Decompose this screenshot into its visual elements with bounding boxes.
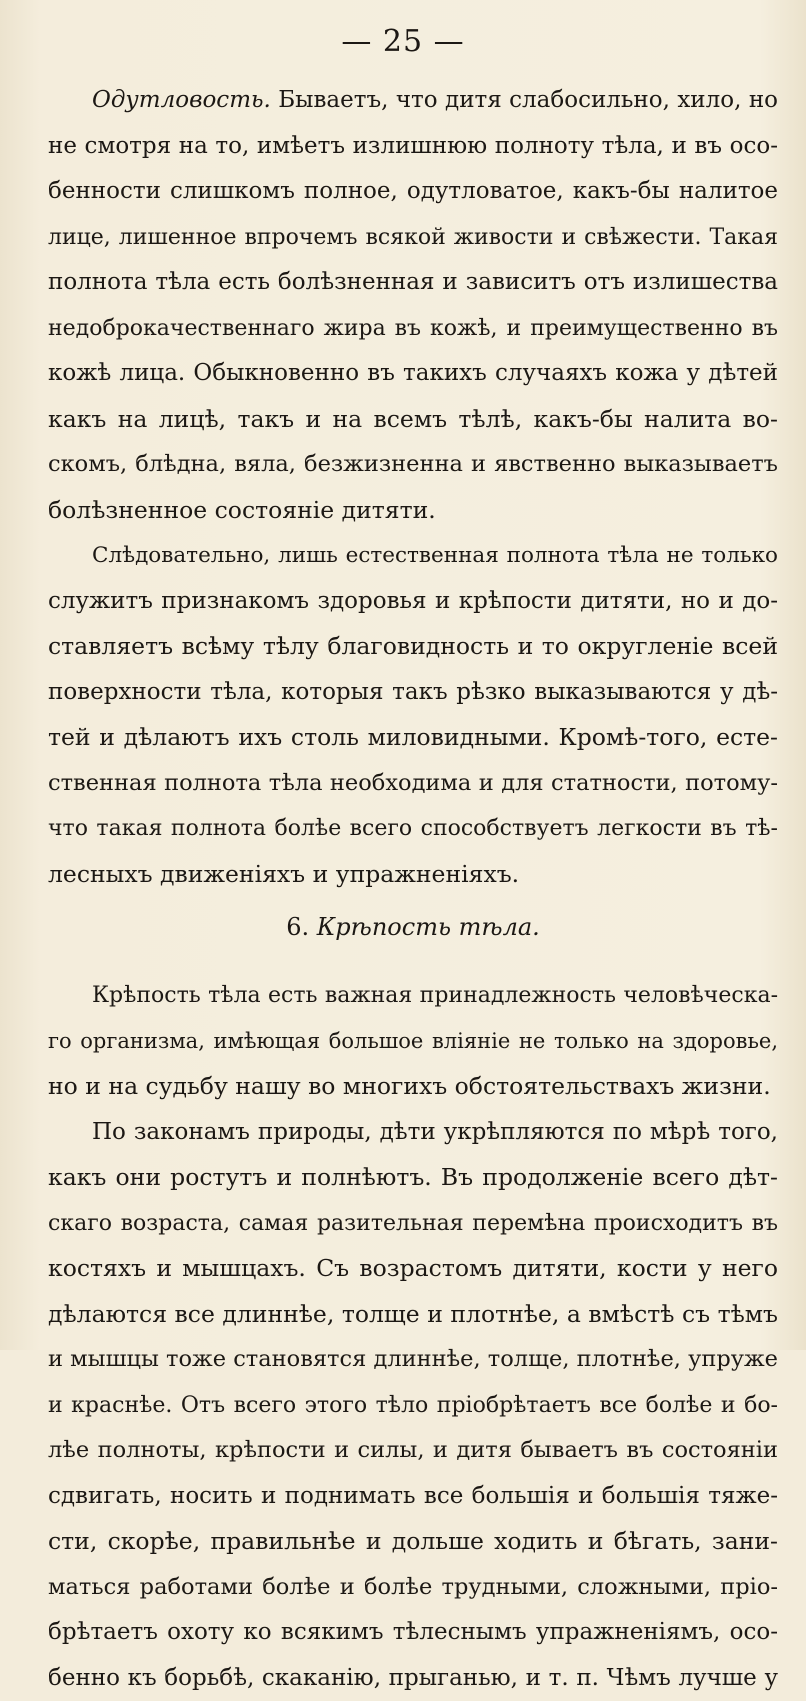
text-line: Слѣдовательно, лишь естественная полнота тѣла не только (48, 533, 778, 579)
text-line: какъ они ростутъ и полнѣютъ. Въ продолженіе всего дѣт- (48, 1155, 778, 1201)
section-title: Крѣпость тѣла. (317, 913, 540, 941)
text-line: кожѣ лица. Обыкновенно въ такихъ случаяхъ кожа у дѣтей (48, 351, 778, 397)
text-line: брѣтаетъ охоту ко всякимъ тѣлеснымъ упражненіямъ, осо- (48, 1610, 778, 1656)
text-line: полнота тѣла есть болѣзненная и зависитъ отъ излишества (48, 260, 778, 306)
text-line: болѣзненное состояніе дитяти. (48, 488, 778, 534)
text-line: го организма, имѣющая большое вліяніе не только на здоровье, (48, 1019, 778, 1065)
text-line: Крѣпость тѣла есть важная принадлежность человѣческа- (48, 973, 778, 1019)
text-line: не смотря на то, имѣетъ излишнюю полноту тѣла, и въ осо- (48, 124, 778, 170)
text-line: лѣе полноты, крѣпости и силы, и дитя бываетъ въ состояніи (48, 1428, 778, 1474)
text-line: бенности слишкомъ полное, одутловатое, какъ-бы налитое (48, 169, 778, 215)
section-heading (48, 897, 778, 973)
text-line: ственная полнота тѣла необходима и для статности, потому- (48, 761, 778, 807)
text-line: скомъ, блѣдна, вяла, безжизненна и явственно выказываетъ (48, 442, 778, 488)
text-line: и мышцы тоже становятся длиннѣе, толще, плотнѣе, упруже (48, 1337, 778, 1383)
text-line: но и на судьбу нашу во многихъ обстоятельствахъ жизни. (48, 1064, 778, 1110)
text-line: поверхности тѣла, которыя такъ рѣзко выказываются у дѣ- (48, 670, 778, 716)
text-line: что такая полнота болѣе всего способствуетъ легкости въ тѣ- (48, 806, 778, 852)
text-line: лице, лишенное впрочемъ всякой живости и свѣжести. Такая (48, 215, 778, 261)
text-line: служитъ признакомъ здоровья и крѣпости дитяти, но и до- (48, 579, 778, 625)
text-line: недоброкачественнаго жира въ кожѣ, и преимущественно въ (48, 306, 778, 352)
text-line: и краснѣе. Отъ всего этого тѣло пріобрѣтаетъ все болѣе и бо- (48, 1383, 778, 1429)
text-line: сти, скорѣе, правильнѣе и дольше ходить и бѣгать, зани- (48, 1519, 778, 1565)
text-line: сдвигать, носить и поднимать все большія и большія тяже- (48, 1474, 778, 1520)
section-number: 6. (286, 913, 309, 941)
text-line: Одутловость. Бываетъ, что дитя слабосильно, хило, но (48, 78, 778, 124)
text-line: маться работами болѣе и болѣе трудными, сложными, пріо- (48, 1565, 778, 1611)
text-line: дѣлаются все длиннѣе, толще и плотнѣе, а вмѣстѣ съ тѣмъ (48, 1292, 778, 1338)
paragraph-lead-term: Одутловость. (92, 87, 271, 113)
text-line: какъ на лицѣ, такъ и на всемъ тѣлѣ, какъ-бы налита во- (48, 397, 778, 443)
text-line: тей и дѣлаютъ ихъ столь миловидными. Кромѣ-того, есте- (48, 715, 778, 761)
text-line: лесныхъ движеніяхъ и упражненіяхъ. (48, 852, 778, 898)
text-line: скаго возраста, самая разительная перемѣна происходитъ въ (48, 1201, 778, 1247)
page-body (48, 78, 778, 1701)
page-number: — 25 — (0, 24, 806, 59)
text-line: ставляетъ всѣму тѣлу благовидность и то округленіе всей (48, 624, 778, 670)
text-line: бенно къ борьбѣ, скаканію, прыганью, и т. п. Чѣмъ лучше у (48, 1656, 778, 1701)
text-line: По законамъ природы, дѣти укрѣпляются по мѣрѣ того, (48, 1110, 778, 1156)
text-line: костяхъ и мышцахъ. Съ возрастомъ дитяти, кости у него (48, 1246, 778, 1292)
